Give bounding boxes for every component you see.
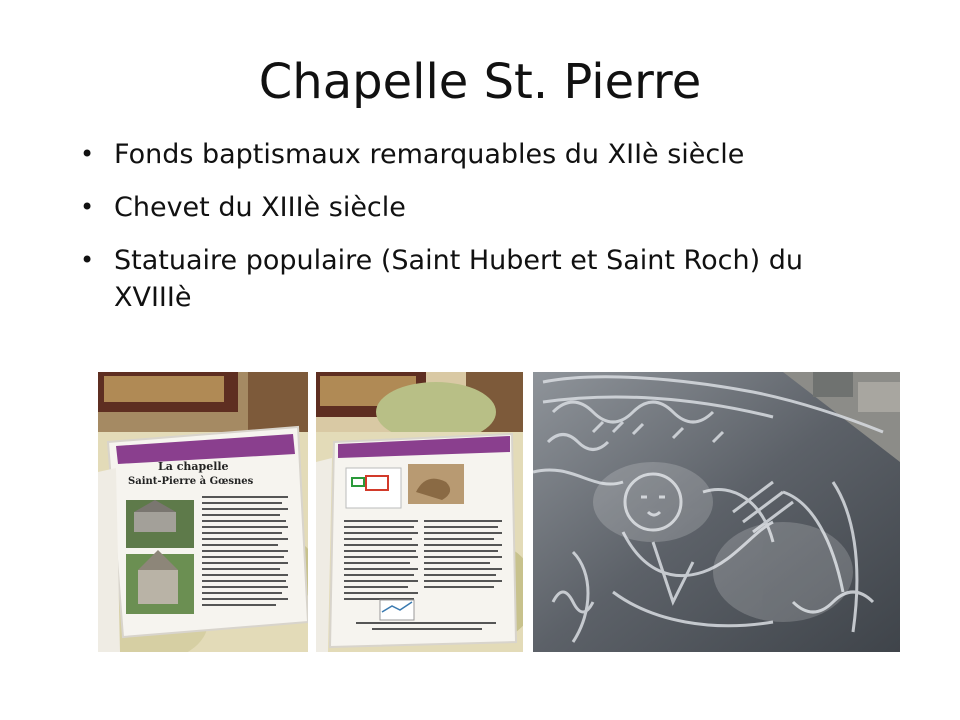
photo-info-card-front-image [98, 372, 308, 652]
bullet-item [76, 189, 876, 226]
card-title-line1: La chapelle [158, 460, 229, 473]
bullet-text: Fonds baptismaux remarquables du XIIè siècle [114, 139, 745, 170]
bullet-dot-icon: • [80, 246, 95, 274]
bullet-dot-icon: • [80, 193, 95, 221]
bullet-item [76, 136, 876, 173]
bullet-dot-icon: • [80, 140, 95, 168]
bullet-item [76, 242, 876, 316]
bullet-text: Statuaire populaire (Saint Hubert et Saint Roch) du XVIIIè [114, 245, 803, 313]
card-title-line2: Saint-Pierre à Gœsnes [128, 476, 254, 487]
slide-title: Chapelle St. Pierre [258, 54, 702, 110]
photo-info-card-back [316, 372, 523, 652]
bullet-list [76, 136, 876, 332]
photo-info-card-back-image [316, 372, 523, 652]
photo-engraved-tombstone-image [533, 372, 900, 652]
bullet-text: Chevet du XIIIè siècle [114, 192, 406, 223]
photo-info-card-front [98, 372, 308, 652]
photo-engraved-tombstone [533, 372, 900, 652]
